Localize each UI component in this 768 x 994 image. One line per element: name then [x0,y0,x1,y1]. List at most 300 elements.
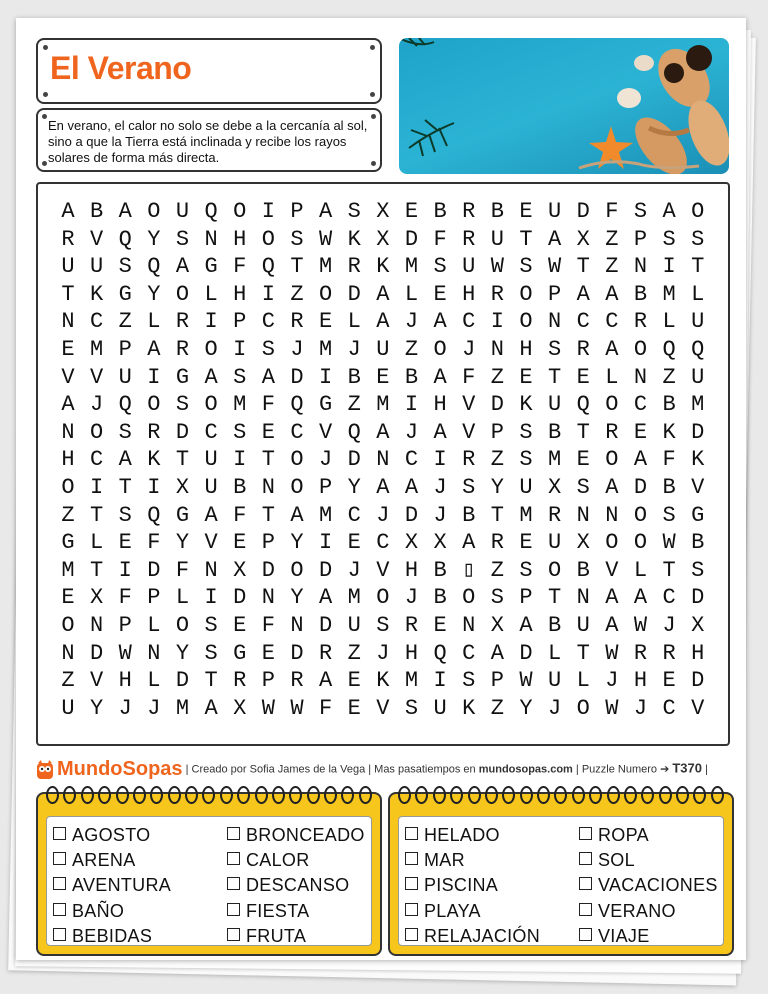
grid-letter[interactable]: I [261,281,275,307]
grid-letter[interactable]: S [175,392,190,418]
grid-letter[interactable]: Z [605,254,619,280]
grid-letter[interactable]: X [376,226,390,252]
grid-letter[interactable]: R [147,419,161,445]
grid-letter[interactable]: O [204,336,218,362]
grid-letter[interactable]: O [290,474,304,500]
checkbox[interactable] [405,903,418,916]
grid-letter[interactable]: W [118,640,132,666]
grid-letter[interactable]: C [605,309,619,335]
grid-letter[interactable]: A [61,392,75,418]
checkbox[interactable] [227,852,240,865]
grid-letter[interactable]: J [376,640,390,666]
grid-letter[interactable]: K [347,226,361,252]
grid-letter[interactable]: D [147,557,161,583]
grid-letter[interactable]: C [633,392,648,418]
grid-letter[interactable]: P [290,199,304,224]
grid-letter[interactable]: E [347,695,361,721]
grid-letter[interactable]: B [462,502,476,528]
grid-letter[interactable]: N [90,612,104,638]
grid-letter[interactable]: O [90,419,104,445]
grid-letter[interactable]: N [633,254,648,280]
grid-letter[interactable]: V [90,364,104,390]
grid-letter[interactable]: T [261,502,275,528]
grid-letter[interactable]: P [118,336,132,362]
grid-letter[interactable]: N [147,640,161,666]
grid-letter[interactable]: F [433,226,447,252]
grid-letter[interactable]: K [376,254,390,280]
grid-letter[interactable]: M [662,281,676,307]
checkbox[interactable] [579,852,592,865]
grid-letter[interactable]: Q [433,640,447,666]
grid-letter[interactable]: Q [204,199,218,224]
grid-letter[interactable]: W [633,612,648,638]
grid-letter[interactable]: E [319,309,333,335]
grid-letter[interactable]: C [90,309,104,335]
grid-letter[interactable]: A [605,336,619,362]
grid-letter[interactable]: T [61,281,75,307]
grid-letter[interactable]: S [261,336,275,362]
grid-letter[interactable]: I [204,585,218,611]
grid-letter[interactable]: E [261,419,275,445]
grid-letter[interactable]: A [433,364,447,390]
grid-letter[interactable]: G [175,502,190,528]
grid-letter[interactable]: Y [175,640,190,666]
grid-letter[interactable]: G [319,392,333,418]
grid-letter[interactable]: M [691,392,705,418]
grid-letter[interactable]: R [290,668,304,694]
grid-letter[interactable]: I [490,309,504,335]
grid-letter[interactable]: Z [347,392,361,418]
grid-letter[interactable]: S [175,226,190,252]
checkbox[interactable] [53,852,66,865]
grid-letter[interactable]: N [576,502,590,528]
grid-letter[interactable]: U [61,695,75,721]
grid-letter[interactable]: S [633,199,648,224]
grid-letter[interactable]: V [90,668,104,694]
grid-letter[interactable]: F [261,392,275,418]
grid-letter[interactable]: P [147,585,161,611]
grid-letter[interactable]: S [204,640,218,666]
grid-letter[interactable]: F [462,364,476,390]
grid-letter[interactable]: J [404,585,419,611]
grid-letter[interactable]: P [519,585,533,611]
grid-letter[interactable]: O [147,392,161,418]
grid-letter[interactable]: D [691,668,705,694]
grid-letter[interactable]: I [433,668,447,694]
grid-letter[interactable]: O [633,502,648,528]
grid-letter[interactable]: L [548,640,562,666]
grid-letter[interactable]: M [90,336,104,362]
grid-letter[interactable]: W [605,695,619,721]
grid-letter[interactable]: L [204,281,218,307]
grid-letter[interactable]: Y [175,530,190,556]
grid-letter[interactable]: R [233,668,247,694]
grid-letter[interactable]: R [462,447,476,473]
grid-letter[interactable]: C [662,695,676,721]
grid-letter[interactable]: Y [147,226,161,252]
checkbox[interactable] [227,903,240,916]
grid-letter[interactable]: R [319,640,333,666]
grid-letter[interactable]: W [662,530,676,556]
grid-letter[interactable]: X [490,612,504,638]
checkbox[interactable] [53,877,66,890]
grid-letter[interactable]: R [548,502,562,528]
grid-letter[interactable]: Q [118,392,132,418]
grid-letter[interactable]: O [633,530,648,556]
grid-letter[interactable]: M [319,502,333,528]
grid-letter[interactable]: X [576,226,590,252]
grid-letter[interactable]: O [319,281,333,307]
grid-letter[interactable]: S [519,419,533,445]
grid-letter[interactable]: N [633,364,648,390]
grid-letter[interactable]: O [519,281,533,307]
grid-letter[interactable]: C [347,502,361,528]
grid-letter[interactable]: S [519,557,533,583]
grid-letter[interactable]: A [204,364,218,390]
grid-letter[interactable]: B [662,474,676,500]
grid-letter[interactable]: I [147,474,161,500]
grid-letter[interactable]: J [319,447,333,473]
grid-letter[interactable]: U [691,364,705,390]
grid-letter[interactable]: B [347,364,361,390]
grid-letter[interactable]: D [576,199,590,224]
grid-letter[interactable]: I [233,336,247,362]
grid-letter[interactable]: Q [576,392,590,418]
grid-letter[interactable]: B [548,612,562,638]
grid-letter[interactable]: T [204,668,218,694]
grid-letter[interactable]: R [175,336,190,362]
grid-letter[interactable]: C [376,530,390,556]
grid-letter[interactable]: E [433,281,447,307]
grid-letter[interactable]: A [376,474,390,500]
grid-letter[interactable]: B [691,530,705,556]
grid-letter[interactable]: S [519,254,533,280]
grid-letter[interactable]: J [633,695,648,721]
grid-letter[interactable]: X [233,695,247,721]
grid-letter[interactable]: J [90,392,104,418]
grid-letter[interactable]: S [548,336,562,362]
grid-letter[interactable]: A [548,226,562,252]
grid-letter[interactable]: S [462,668,476,694]
grid-letter[interactable]: S [404,695,419,721]
grid-letter[interactable]: W [519,668,533,694]
grid-letter[interactable]: V [61,364,75,390]
grid-letter[interactable]: B [548,419,562,445]
grid-letter[interactable]: N [61,419,75,445]
grid-letter[interactable]: Q [118,226,132,252]
grid-letter[interactable]: X [376,199,390,224]
grid-letter[interactable]: Q [290,392,304,418]
grid-letter[interactable]: N [261,474,275,500]
checkbox[interactable] [53,827,66,840]
grid-letter[interactable]: A [404,474,419,500]
grid-letter[interactable]: Z [490,447,504,473]
grid-letter[interactable]: A [576,281,590,307]
grid-letter[interactable]: S [347,199,361,224]
checkbox[interactable] [227,928,240,941]
grid-letter[interactable]: M [548,447,562,473]
grid-letter[interactable]: A [118,447,132,473]
grid-letter[interactable]: D [261,557,275,583]
grid-letter[interactable]: P [261,668,275,694]
grid-letter[interactable]: F [233,254,247,280]
grid-letter[interactable]: S [204,612,218,638]
grid-letter[interactable]: B [490,199,504,224]
grid-letter[interactable]: E [576,364,590,390]
grid-letter[interactable]: A [376,419,390,445]
grid-letter[interactable]: K [691,447,705,473]
grid-letter[interactable]: A [175,254,190,280]
grid-letter[interactable]: U [548,530,562,556]
grid-letter[interactable]: U [519,474,533,500]
grid-letter[interactable]: V [90,226,104,252]
grid-letter[interactable]: E [662,668,676,694]
grid-letter[interactable]: I [404,392,419,418]
grid-letter[interactable]: H [233,281,247,307]
grid-letter[interactable]: V [462,419,476,445]
grid-letter[interactable]: P [261,530,275,556]
grid-letter[interactable]: U [90,254,104,280]
grid-letter[interactable]: J [290,336,304,362]
grid-letter[interactable]: S [290,226,304,252]
grid-letter[interactable]: B [576,557,590,583]
grid-letter[interactable]: R [175,309,190,335]
grid-letter[interactable]: E [233,530,247,556]
grid-letter[interactable]: T [576,254,590,280]
grid-letter[interactable]: L [147,612,161,638]
checkbox[interactable] [579,928,592,941]
grid-letter[interactable]: O [61,474,75,500]
grid-letter[interactable]: C [662,585,676,611]
grid-letter[interactable]: U [490,226,504,252]
grid-letter[interactable]: D [490,392,504,418]
grid-letter[interactable]: A [147,336,161,362]
grid-letter[interactable]: D [404,226,419,252]
grid-letter[interactable]: F [605,199,619,224]
grid-letter[interactable]: D [175,668,190,694]
grid-letter[interactable]: S [233,364,247,390]
checkbox[interactable] [405,877,418,890]
grid-letter[interactable]: H [433,392,447,418]
grid-letter[interactable]: D [290,640,304,666]
grid-letter[interactable]: J [347,336,361,362]
grid-letter[interactable]: Y [147,281,161,307]
grid-letter[interactable]: E [519,364,533,390]
grid-letter[interactable]: H [519,336,533,362]
grid-letter[interactable]: X [175,474,190,500]
grid-letter[interactable]: X [691,612,705,638]
grid-letter[interactable]: S [662,502,676,528]
grid-letter[interactable]: Q [147,254,161,280]
grid-letter[interactable]: N [204,226,218,252]
grid-letter[interactable]: O [691,199,705,224]
grid-letter[interactable]: N [290,612,304,638]
grid-letter[interactable]: M [519,502,533,528]
grid-letter[interactable]: H [118,668,132,694]
grid-letter[interactable]: S [376,612,390,638]
grid-letter[interactable]: E [433,612,447,638]
grid-letter[interactable]: S [519,447,533,473]
grid-letter[interactable]: O [61,612,75,638]
grid-letter[interactable]: Z [490,557,504,583]
grid-letter[interactable]: T [175,447,190,473]
grid-letter[interactable]: H [404,557,419,583]
grid-letter[interactable]: N [61,309,75,335]
grid-letter[interactable]: V [319,419,333,445]
grid-letter[interactable]: C [261,309,275,335]
grid-letter[interactable]: C [290,419,304,445]
grid-letter[interactable]: R [605,419,619,445]
grid-letter[interactable]: O [633,336,648,362]
grid-letter[interactable]: S [662,226,676,252]
grid-letter[interactable]: Z [347,640,361,666]
grid-letter[interactable]: R [633,309,648,335]
grid-letter[interactable]: I [233,447,247,473]
grid-letter[interactable]: J [433,474,447,500]
grid-letter[interactable]: Z [61,502,75,528]
grid-letter[interactable]: U [691,309,705,335]
grid-letter[interactable]: U [576,612,590,638]
grid-letter[interactable]: O [433,336,447,362]
checkbox[interactable] [227,827,240,840]
grid-letter[interactable]: K [90,281,104,307]
grid-letter[interactable]: B [433,585,447,611]
grid-letter[interactable]: S [462,474,476,500]
grid-letter[interactable]: G [118,281,132,307]
grid-letter[interactable]: P [548,281,562,307]
grid-letter[interactable]: A [490,640,504,666]
grid-letter[interactable]: Y [90,695,104,721]
grid-letter[interactable]: I [319,530,333,556]
checkbox[interactable] [405,827,418,840]
grid-letter[interactable]: A [605,585,619,611]
grid-letter[interactable]: D [691,419,705,445]
grid-letter[interactable]: H [633,668,648,694]
grid-letter[interactable]: U [433,695,447,721]
grid-letter[interactable]: W [548,254,562,280]
grid-letter[interactable]: J [376,502,390,528]
grid-letter[interactable]: V [691,474,705,500]
checkbox[interactable] [405,928,418,941]
grid-letter[interactable]: T [662,557,676,583]
grid-letter[interactable]: O [290,447,304,473]
grid-letter[interactable]: E [233,612,247,638]
grid-letter[interactable]: I [118,557,132,583]
grid-letter[interactable]: M [319,336,333,362]
grid-letter[interactable]: O [605,530,619,556]
grid-letter[interactable]: R [662,640,676,666]
grid-letter[interactable]: S [691,226,705,252]
grid-letter[interactable]: S [576,474,590,500]
grid-letter[interactable]: Z [490,364,504,390]
grid-letter[interactable]: G [233,640,247,666]
grid-letter[interactable]: A [433,309,447,335]
grid-letter[interactable]: N [376,447,390,473]
grid-letter[interactable]: E [61,336,75,362]
grid-letter[interactable]: G [204,254,218,280]
grid-letter[interactable]: N [605,502,619,528]
grid-letter[interactable]: Z [118,309,132,335]
grid-letter[interactable]: E [576,447,590,473]
grid-letter[interactable]: U [376,336,390,362]
grid-letter[interactable]: L [90,530,104,556]
grid-letter[interactable]: X [404,530,419,556]
grid-letter[interactable]: C [576,309,590,335]
grid-letter[interactable]: B [404,364,419,390]
grid-letter[interactable]: M [319,254,333,280]
grid-letter[interactable]: I [319,364,333,390]
grid-letter[interactable]: A [204,695,218,721]
grid-letter[interactable]: A [605,612,619,638]
grid-letter[interactable]: N [462,612,476,638]
grid-letter[interactable]: D [347,447,361,473]
grid-letter[interactable]: P [490,419,504,445]
checkbox[interactable] [53,903,66,916]
grid-letter[interactable]: C [462,309,476,335]
grid-letter[interactable]: T [576,419,590,445]
grid-letter[interactable]: Z [290,281,304,307]
grid-letter[interactable]: O [548,557,562,583]
grid-letter[interactable]: N [576,585,590,611]
grid-letter[interactable]: T [548,585,562,611]
grid-letter[interactable]: J [404,419,419,445]
grid-letter[interactable]: K [376,668,390,694]
grid-letter[interactable]: O [290,557,304,583]
grid-letter[interactable]: J [662,612,676,638]
grid-letter[interactable]: L [691,281,705,307]
grid-letter[interactable]: T [519,226,533,252]
grid-letter[interactable]: A [605,281,619,307]
grid-letter[interactable]: M [404,254,419,280]
grid-letter[interactable]: J [118,695,132,721]
grid-letter[interactable]: V [462,392,476,418]
grid-letter[interactable]: D [290,364,304,390]
grid-letter[interactable]: I [261,199,275,224]
grid-letter[interactable]: F [319,695,333,721]
grid-letter[interactable]: M [347,585,361,611]
grid-letter[interactable]: L [147,668,161,694]
grid-letter[interactable]: E [633,419,648,445]
grid-letter[interactable]: U [548,392,562,418]
grid-letter[interactable]: Z [404,336,419,362]
grid-letter[interactable]: F [233,502,247,528]
grid-letter[interactable]: K [662,419,676,445]
grid-letter[interactable]: U [118,364,132,390]
grid-letter[interactable]: V [376,557,390,583]
grid-letter[interactable]: T [290,254,304,280]
grid-letter[interactable]: O [605,447,619,473]
grid-letter[interactable]: I [147,364,161,390]
grid-letter[interactable]: E [347,668,361,694]
grid-letter[interactable]: R [347,254,361,280]
grid-letter[interactable]: J [147,695,161,721]
grid-letter[interactable]: J [605,668,619,694]
grid-letter[interactable]: S [233,419,247,445]
grid-letter[interactable]: T [490,502,504,528]
grid-letter[interactable]: M [175,695,190,721]
grid-letter[interactable]: R [462,199,476,224]
grid-letter[interactable]: A [290,502,304,528]
checkbox[interactable] [405,852,418,865]
grid-letter[interactable]: T [90,557,104,583]
grid-letter[interactable]: T [548,364,562,390]
grid-letter[interactable]: N [61,640,75,666]
grid-letter[interactable]: D [319,612,333,638]
grid-letter[interactable]: A [433,419,447,445]
site-link[interactable]: mundosopas.com [478,763,573,776]
grid-letter[interactable]: T [691,254,705,280]
grid-letter[interactable]: C [90,447,104,473]
